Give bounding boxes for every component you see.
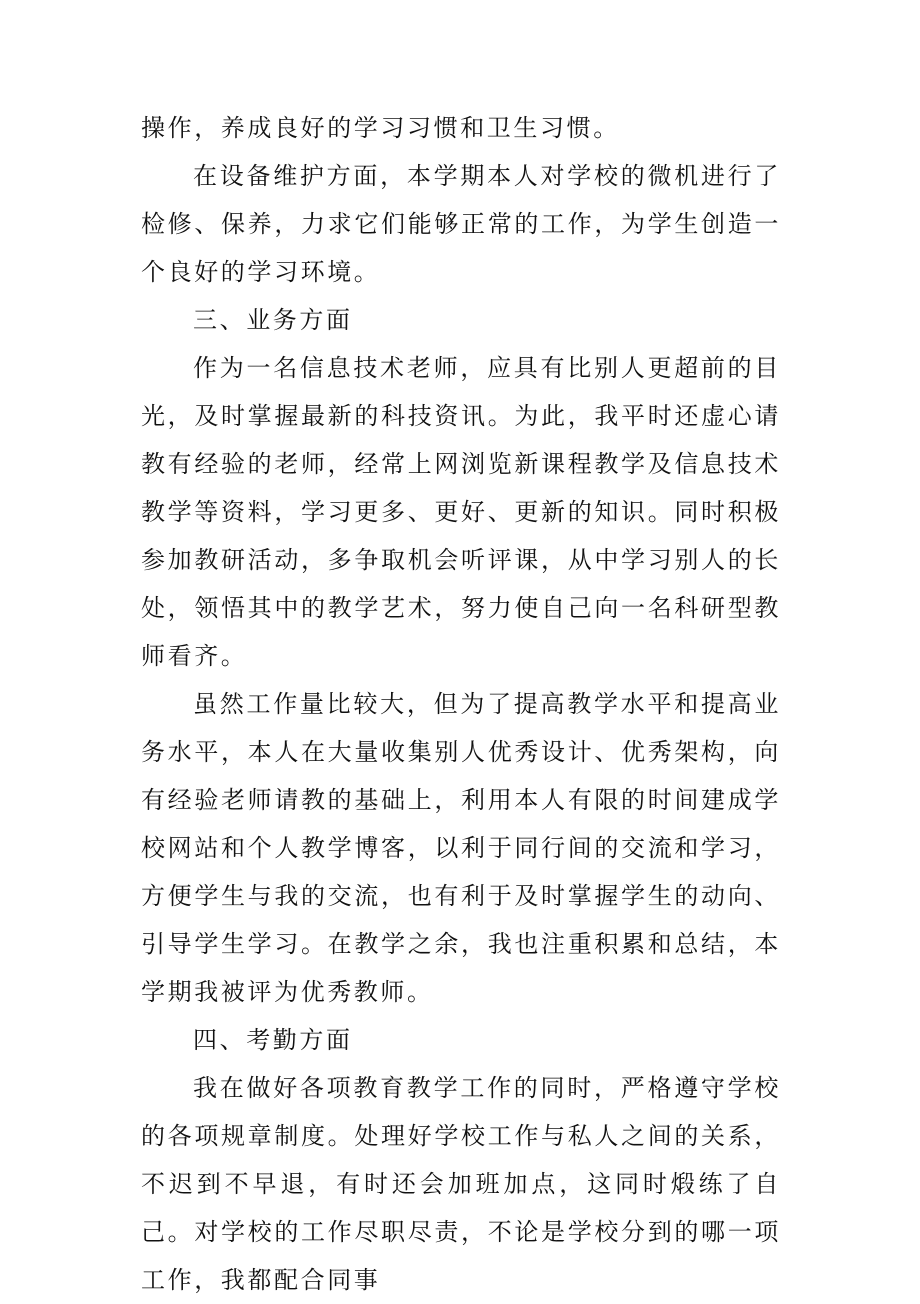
paragraph-it-teacher: 作为一名信息技术老师，应具有比别人更超前的目光，及时掌握最新的科技资讯。为此，我平时还虚心请教有经验的老师，经常上网浏览新课程教学及信息技术教学等资料，学习更多、更好、更新的知识。同时积极参加教研活动，多争取机会听评课，从中学习别人的长处，领悟其中的教学艺术，努力使自己向一名科研型教师看齐。	[141, 354, 781, 670]
paragraph-equipment-maintenance: 在设备维护方面，本学期本人对学校的微机进行了检修、保养，力求它们能够正常的工作，为学生创造一个良好的学习环境。	[141, 162, 781, 286]
paragraph-attendance: 我在做好各项教育教学工作的同时，严格遵守学校的各项规章制度。处理好学校工作与私人之间的关系，不迟到不早退，有时还会加班加点，这同时煅练了自己。对学校的工作尽职尽责，不论是学校分到的哪一项工作，我都配合同事	[141, 1074, 781, 1294]
paragraph-continuation: 操作，养成良好的学习习惯和卫生习惯。	[141, 114, 620, 142]
document-body	[141, 104, 781, 1304]
section-heading-business: 三、业务方面	[193, 306, 353, 334]
section-heading-attendance: 四、考勤方面	[193, 1026, 353, 1054]
paragraph-workload: 虽然工作量比较大，但为了提高教学水平和提高业务水平，本人在大量收集别人优秀设计、优秀架构，向有经验老师请教的基础上，利用本人有限的时间建成学校网站和个人教学博客，以利于同行间的交流和学习，方便学生与我的交流，也有利于及时掌握学生的动向、引导学生学习。在教学之余，我也注重积累和总结，本学期我被评为优秀教师。	[141, 690, 781, 1006]
